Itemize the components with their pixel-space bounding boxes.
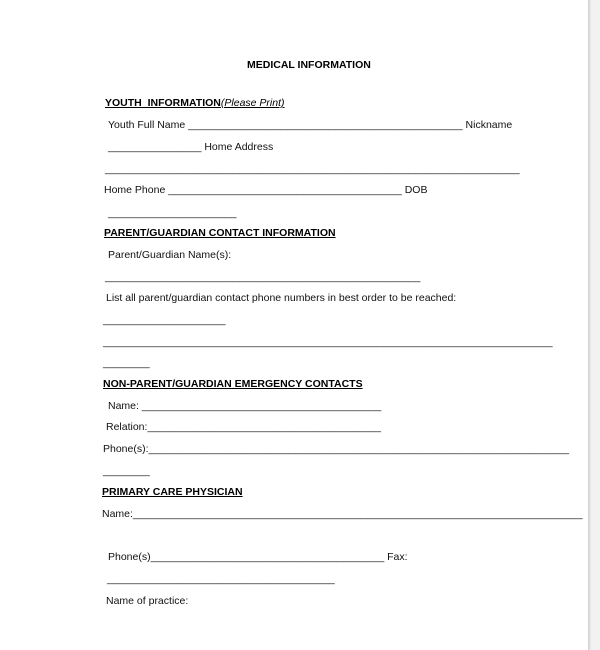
physician-name-field[interactable]: Name:_____________________________________________________________________________ [102, 508, 583, 520]
parent-guardian-heading: PARENT/GUARDIAN CONTACT INFORMATION [104, 227, 336, 239]
dob-blank-line[interactable]: ______________________ [108, 207, 237, 219]
youth-heading-text: YOUTH INFORMATION [105, 97, 221, 109]
address-blank-line[interactable]: _______________________________________________________________________ [105, 163, 520, 175]
phone-instructions: List all parent/guardian contact phone numbers in best order to be reached: [106, 292, 457, 304]
practice-name-field[interactable]: Name of practice: [106, 595, 189, 607]
emergency-relation-field[interactable]: Relation:________________________________________ [106, 421, 382, 433]
home-phone-dob-field[interactable]: Home Phone ________________________________________ DOB [104, 184, 428, 196]
fax-blank-line[interactable]: _______________________________________ [107, 573, 335, 585]
youth-full-name-field[interactable]: Youth Full Name _______________________________________________ Nickname [108, 119, 513, 131]
parent-phone-blank-3[interactable]: ________ [103, 357, 150, 369]
emergency-name-field[interactable]: Name: _________________________________________ [108, 400, 382, 412]
emergency-contacts-heading: NON-PARENT/GUARDIAN EMERGENCY CONTACTS [103, 378, 363, 390]
youth-information-heading [105, 97, 285, 109]
emergency-phones-field[interactable]: Phone(s):________________________________________________________________________ [103, 443, 569, 455]
physician-phone-fax-field[interactable]: Phone(s)________________________________________ Fax: [108, 551, 408, 563]
parent-phone-blank-2[interactable]: _____________________________________________________________________________ [103, 336, 553, 348]
parent-phone-blank-1[interactable]: _____________________ [103, 314, 226, 326]
emergency-blank-line[interactable]: ________ [103, 465, 150, 477]
parent-names-label: Parent/Guardian Name(s): [108, 249, 232, 261]
primary-care-physician-heading: PRIMARY CARE PHYSICIAN [102, 486, 243, 498]
document-title: MEDICAL INFORMATION [247, 59, 371, 71]
parent-names-blank[interactable]: ______________________________________________________ [105, 271, 421, 283]
please-print-note: (Please Print) [220, 97, 285, 109]
home-address-field[interactable]: ________________ Home Address [108, 141, 274, 153]
